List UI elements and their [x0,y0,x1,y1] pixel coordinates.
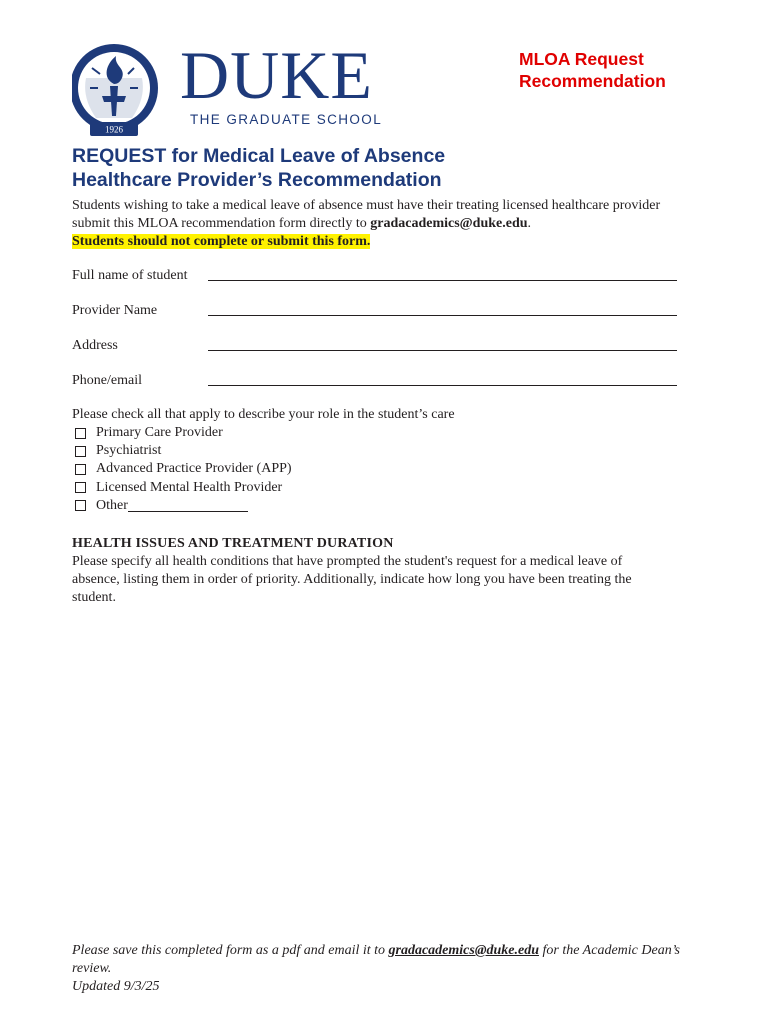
role-option-label: Advanced Practice Provider (APP) [96,461,292,477]
role-option-app[interactable] [72,460,692,478]
field-label: Full name of student [72,268,188,283]
duke-seal-icon [72,38,387,142]
address-line[interactable] [208,350,677,351]
phone-email-line[interactable] [208,385,677,386]
title-line2: Healthcare Provider’s Recommendation [72,169,442,191]
intro-warning: Students should not complete or submit this form. [72,234,371,249]
role-option-psychiatrist[interactable] [72,442,692,460]
footer-text-end: for the Academic Dean’s review. [72,943,680,976]
role-prompt: Please check all that apply to describe your role in the student’s care [72,407,455,422]
duke-graduate-school-logo [72,38,387,142]
health-section-heading: HEALTH ISSUES AND TREATMENT DURATION [72,536,394,551]
checkbox[interactable] [75,464,86,475]
intro-paragraph [72,197,692,251]
field-label: Provider Name [72,303,158,318]
field-label: Phone/email [72,373,142,388]
footer-text: Please save this completed form as a pdf and email it to [72,943,389,958]
page-title [72,144,692,192]
role-checklist [72,424,692,515]
student-name-line[interactable] [208,280,677,281]
role-option-mental-health[interactable] [72,479,692,497]
checkbox[interactable] [75,482,86,493]
footer-note [72,942,712,996]
role-option-label: Primary Care Provider [96,425,223,441]
role-option-primary-care[interactable] [72,424,692,442]
field-label: Address [72,338,118,353]
phone-email-field[interactable] [72,372,677,392]
role-option-other[interactable] [72,497,692,515]
updated-date: Updated 9/3/25 [72,979,160,994]
provider-name-line[interactable] [208,315,677,316]
checkbox[interactable] [75,500,86,511]
mloa-label-line1: MLOA Request [519,49,644,69]
provider-name-field[interactable] [72,302,677,322]
mloa-label-line2: Recommendation [519,71,666,91]
student-name-field[interactable] [72,267,677,287]
logo-year: 1926 [105,124,123,135]
logo-wordmark: DUKE [180,38,373,113]
address-field[interactable] [72,337,677,357]
checkbox[interactable] [75,428,86,439]
checkbox[interactable] [75,446,86,457]
role-option-label: Psychiatrist [96,443,162,459]
footer-email-link[interactable]: gradacademics@duke.edu [388,943,539,958]
intro-email: gradacademics@duke.edu [370,216,528,231]
role-option-label: Other [96,497,128,513]
health-section-text: Please specify all health conditions that have prompted the student's request for a medical leave of absence, listing them in order of priority. Additionally, indicate how long you have been treating the student. [72,554,632,605]
mloa-request-label [519,48,719,92]
logo-subtitle: THE GRADUATE SCHOOL [190,112,383,127]
role-option-label: Licensed Mental Health Provider [96,479,283,495]
intro-text: Students wishing to take a medical leave of absence must have their treating licensed healthcare provider submit this MLOA recommendation form directly to [72,198,661,231]
other-input-line[interactable] [128,499,248,512]
title-line1: REQUEST for Medical Leave of Absence [72,145,446,167]
intro-text-end: . [527,216,532,231]
